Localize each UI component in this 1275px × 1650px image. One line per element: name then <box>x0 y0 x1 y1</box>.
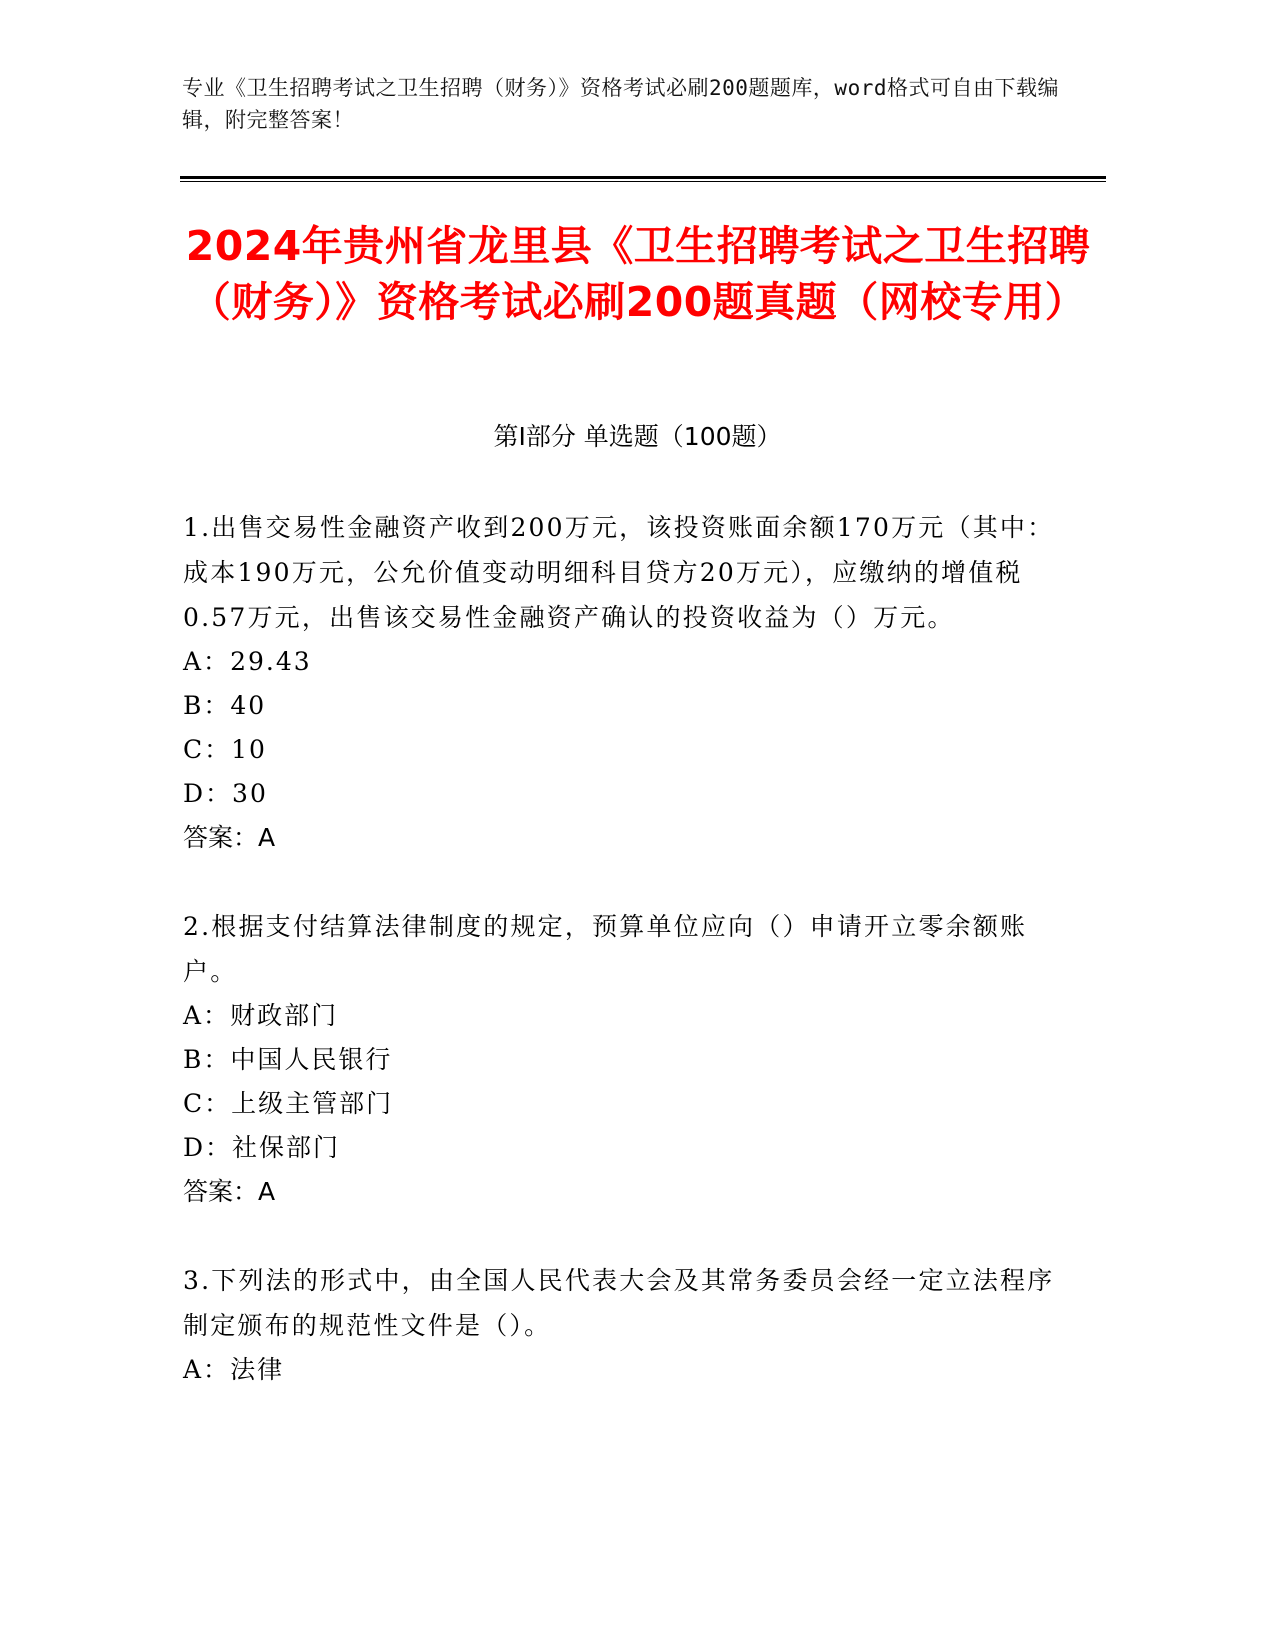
header-divider-thick <box>180 176 1106 179</box>
question-stem: 2.根据支付结算法律制度的规定，预算单位应向（）申请开立零余额账户。 <box>183 912 1028 986</box>
option-key: C： <box>183 1089 232 1118</box>
header-divider-thin <box>180 181 1106 182</box>
option-d <box>183 1126 1063 1170</box>
option-text: 社保部门 <box>232 1133 341 1162</box>
option-key: A： <box>183 647 231 676</box>
document-title: 2024年贵州省龙里县《卫生招聘考试之卫生招聘（财务）》资格考试必刷200题真题（网校专用） <box>185 222 1091 326</box>
option-text: 29.43 <box>230 647 312 676</box>
option-b <box>183 1038 1063 1082</box>
option-key: B： <box>183 1045 231 1074</box>
header-note: 专业《卫生招聘考试之卫生招聘（财务）》资格考试必刷200题题库，word格式可自由下载编辑，附完整答案！ <box>182 76 1059 132</box>
option-a <box>183 994 1063 1038</box>
option-b <box>183 684 1063 728</box>
option-text: 40 <box>230 691 267 720</box>
question-3 <box>183 1258 1063 1392</box>
option-c <box>183 728 1063 772</box>
option-d <box>183 772 1063 816</box>
answer-line: 答案：A <box>183 823 276 852</box>
question-stem: 3.下列法的形式中，由全国人民代表大会及其常务委员会经一定立法程序制定颁布的规范性文件是（）。 <box>183 1266 1055 1340</box>
question-1 <box>183 505 1063 860</box>
option-key: A： <box>183 1355 231 1384</box>
question-2 <box>183 904 1063 1214</box>
option-text: 10 <box>231 735 267 764</box>
option-key: B： <box>183 691 231 720</box>
option-a <box>183 640 1063 684</box>
option-key: C： <box>183 735 232 764</box>
question-stem: 1.出售交易性金融资产收到200万元，该投资账面余额170万元（其中：成本190万元，公允价值变动明细科目贷方20万元），应缴纳的增值税0.57万元，出售该交易性金融资产确认的投资收益为（）万元。 <box>183 513 1055 632</box>
option-text: 中国人民银行 <box>230 1045 393 1074</box>
option-text: 法律 <box>230 1355 285 1384</box>
option-text: 上级主管部门 <box>231 1089 394 1118</box>
option-key: D： <box>183 779 233 808</box>
option-c <box>183 1082 1063 1126</box>
option-text: 30 <box>232 779 268 808</box>
question-list <box>183 505 1063 1436</box>
answer-line: 答案：A <box>183 1177 276 1206</box>
option-key: A： <box>183 1001 231 1030</box>
section-title: 第Ⅰ部分 单选题（100题） <box>493 422 782 451</box>
option-a <box>183 1348 1063 1392</box>
option-text: 财政部门 <box>230 1001 339 1030</box>
option-key: D： <box>183 1133 233 1162</box>
